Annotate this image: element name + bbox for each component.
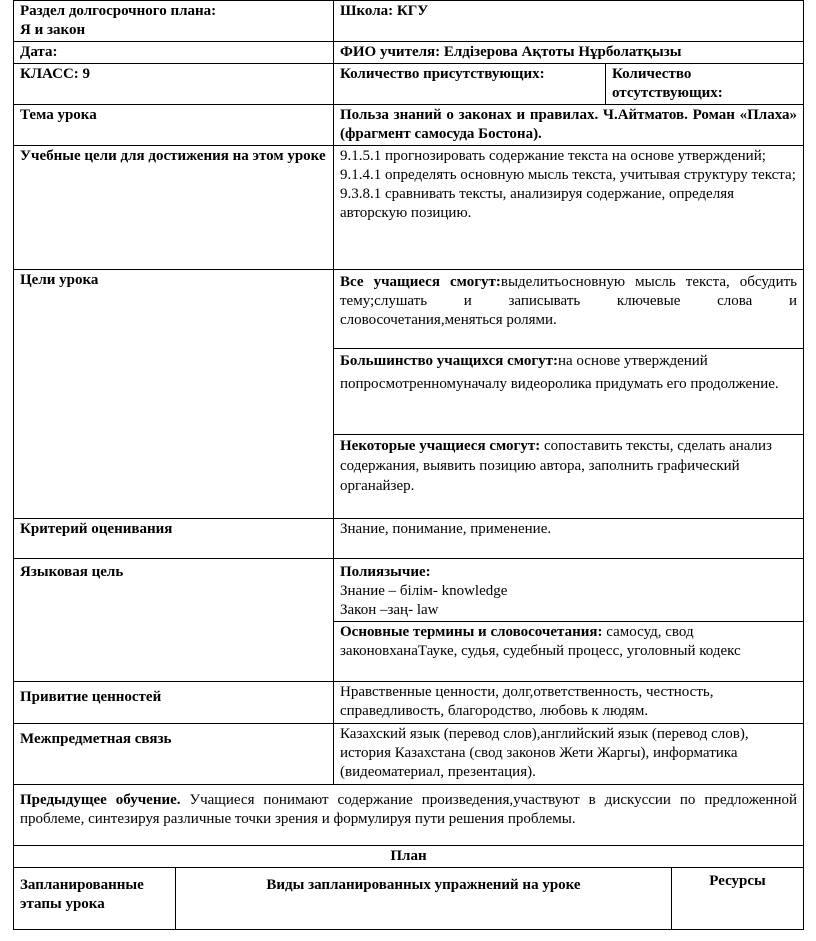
learning-goal-item: 9.3.8.1 сравнивать тексты, анализируя содержание, определяя авторскую позицию. <box>340 186 734 221</box>
language-goal-label: Языковая цель <box>14 559 334 682</box>
polylingualism-line: Закон –заң- law <box>340 602 439 618</box>
learning-goals-label: Учебные цели для достижения на этом уроке <box>14 146 334 270</box>
cross-subject-label: Межпредметная связь <box>14 724 334 785</box>
goals-some-students <box>334 435 804 519</box>
learning-goal-item: 9.1.5.1 прогнозировать содержание текста на основе утверждений; <box>340 148 766 164</box>
lesson-goals-label: Цели урока <box>14 270 334 519</box>
previous-learning <box>14 785 804 846</box>
key-terms-cell <box>334 622 804 682</box>
topic-label: Тема урока <box>14 105 334 146</box>
polylingualism-cell <box>334 559 804 622</box>
cross-subject-text: Казахский язык (перевод слов),английский язык (перевод слов), история Казахстана (свод законов Жети Жаргы), информатика (видеоматериал, презентация). <box>334 724 804 785</box>
goals-some-text: сопоставить тексты, сделать анализ содержания, выявить позицию автора, заполнить графический органайзер. <box>340 438 772 494</box>
school-cell: Школа: КГУ <box>334 1 804 42</box>
lesson-plan-header-table <box>13 0 804 846</box>
section-cell <box>14 1 334 42</box>
polylingualism-line: Знание – білім- knowledge <box>340 583 508 599</box>
goals-most-students <box>334 349 804 435</box>
absent-count-label: Количество отсутствующих: <box>606 64 804 105</box>
teacher-name: ФИО учителя: Елдізерова Ақтоты Нұрболатқызы <box>334 42 804 64</box>
criteria-label: Критерий оценивания <box>14 519 334 559</box>
values-label: Привитие ценностей <box>14 682 334 724</box>
plan-col-stages: Запланированные этапы урока <box>14 868 176 930</box>
date-label: Дата: <box>14 42 334 64</box>
goals-all-label: Все учащиеся смогут: <box>340 274 501 290</box>
goals-most-label: Большинство учащихся смогут: <box>340 353 558 369</box>
goals-all-text: выделитьосновную мысль текста, обсудить тему;слушать и записывать ключевые слова и словосочетания,меняться ролями. <box>340 274 797 328</box>
key-terms-label: Основные термины и словосочетания: <box>340 624 603 640</box>
values-text: Нравственные ценности, долг,ответственность, честность, справедливость, благородство, любовь к людям. <box>334 682 804 724</box>
plan-col-resources: Ресурсы <box>672 868 804 930</box>
previous-learning-label: Предыдущее обучение. <box>20 792 181 808</box>
lesson-plan-document <box>13 0 803 930</box>
previous-learning-text: Учащиеся понимают содержание произведения,участвуют в дискуссии по предложенной проблеме, синтезируя различные точки зрения и формулируя пути решения проблемы. <box>20 792 798 827</box>
polylingualism-label: Полиязычие: <box>340 564 431 580</box>
topic-value: Польза знаний о законах и правилах. Ч.Айтматов. Роман «Плаха» (фрагмент самосуда Бостона). <box>334 105 804 146</box>
goals-all-students <box>334 270 804 349</box>
criteria-value: Знание, понимание, применение. <box>334 519 804 559</box>
learning-goals-list <box>334 146 804 270</box>
plan-col-activities: Виды запланированных упражнений на уроке <box>176 868 672 930</box>
class-label: КЛАСС: 9 <box>14 64 334 105</box>
goals-most-text: на основе утверждений попросмотренномуначалу видеоролика придумать его продолжение. <box>340 353 779 392</box>
plan-table <box>13 845 804 930</box>
key-terms-text: самосуд, свод законовханаТауке, судья, судебный процесс, уголовный кодекс <box>340 624 741 659</box>
goals-some-label: Некоторые учащиеся смогут: <box>340 438 541 454</box>
present-count-label: Количество присутствующих: <box>334 64 606 105</box>
plan-title: План <box>14 846 804 868</box>
section-value: Я и закон <box>20 22 86 38</box>
learning-goal-item: 9.1.4.1 определять основную мысль текста, учитывая структуру текста; <box>340 167 796 183</box>
section-label: Раздел долгосрочного плана: <box>20 3 217 19</box>
